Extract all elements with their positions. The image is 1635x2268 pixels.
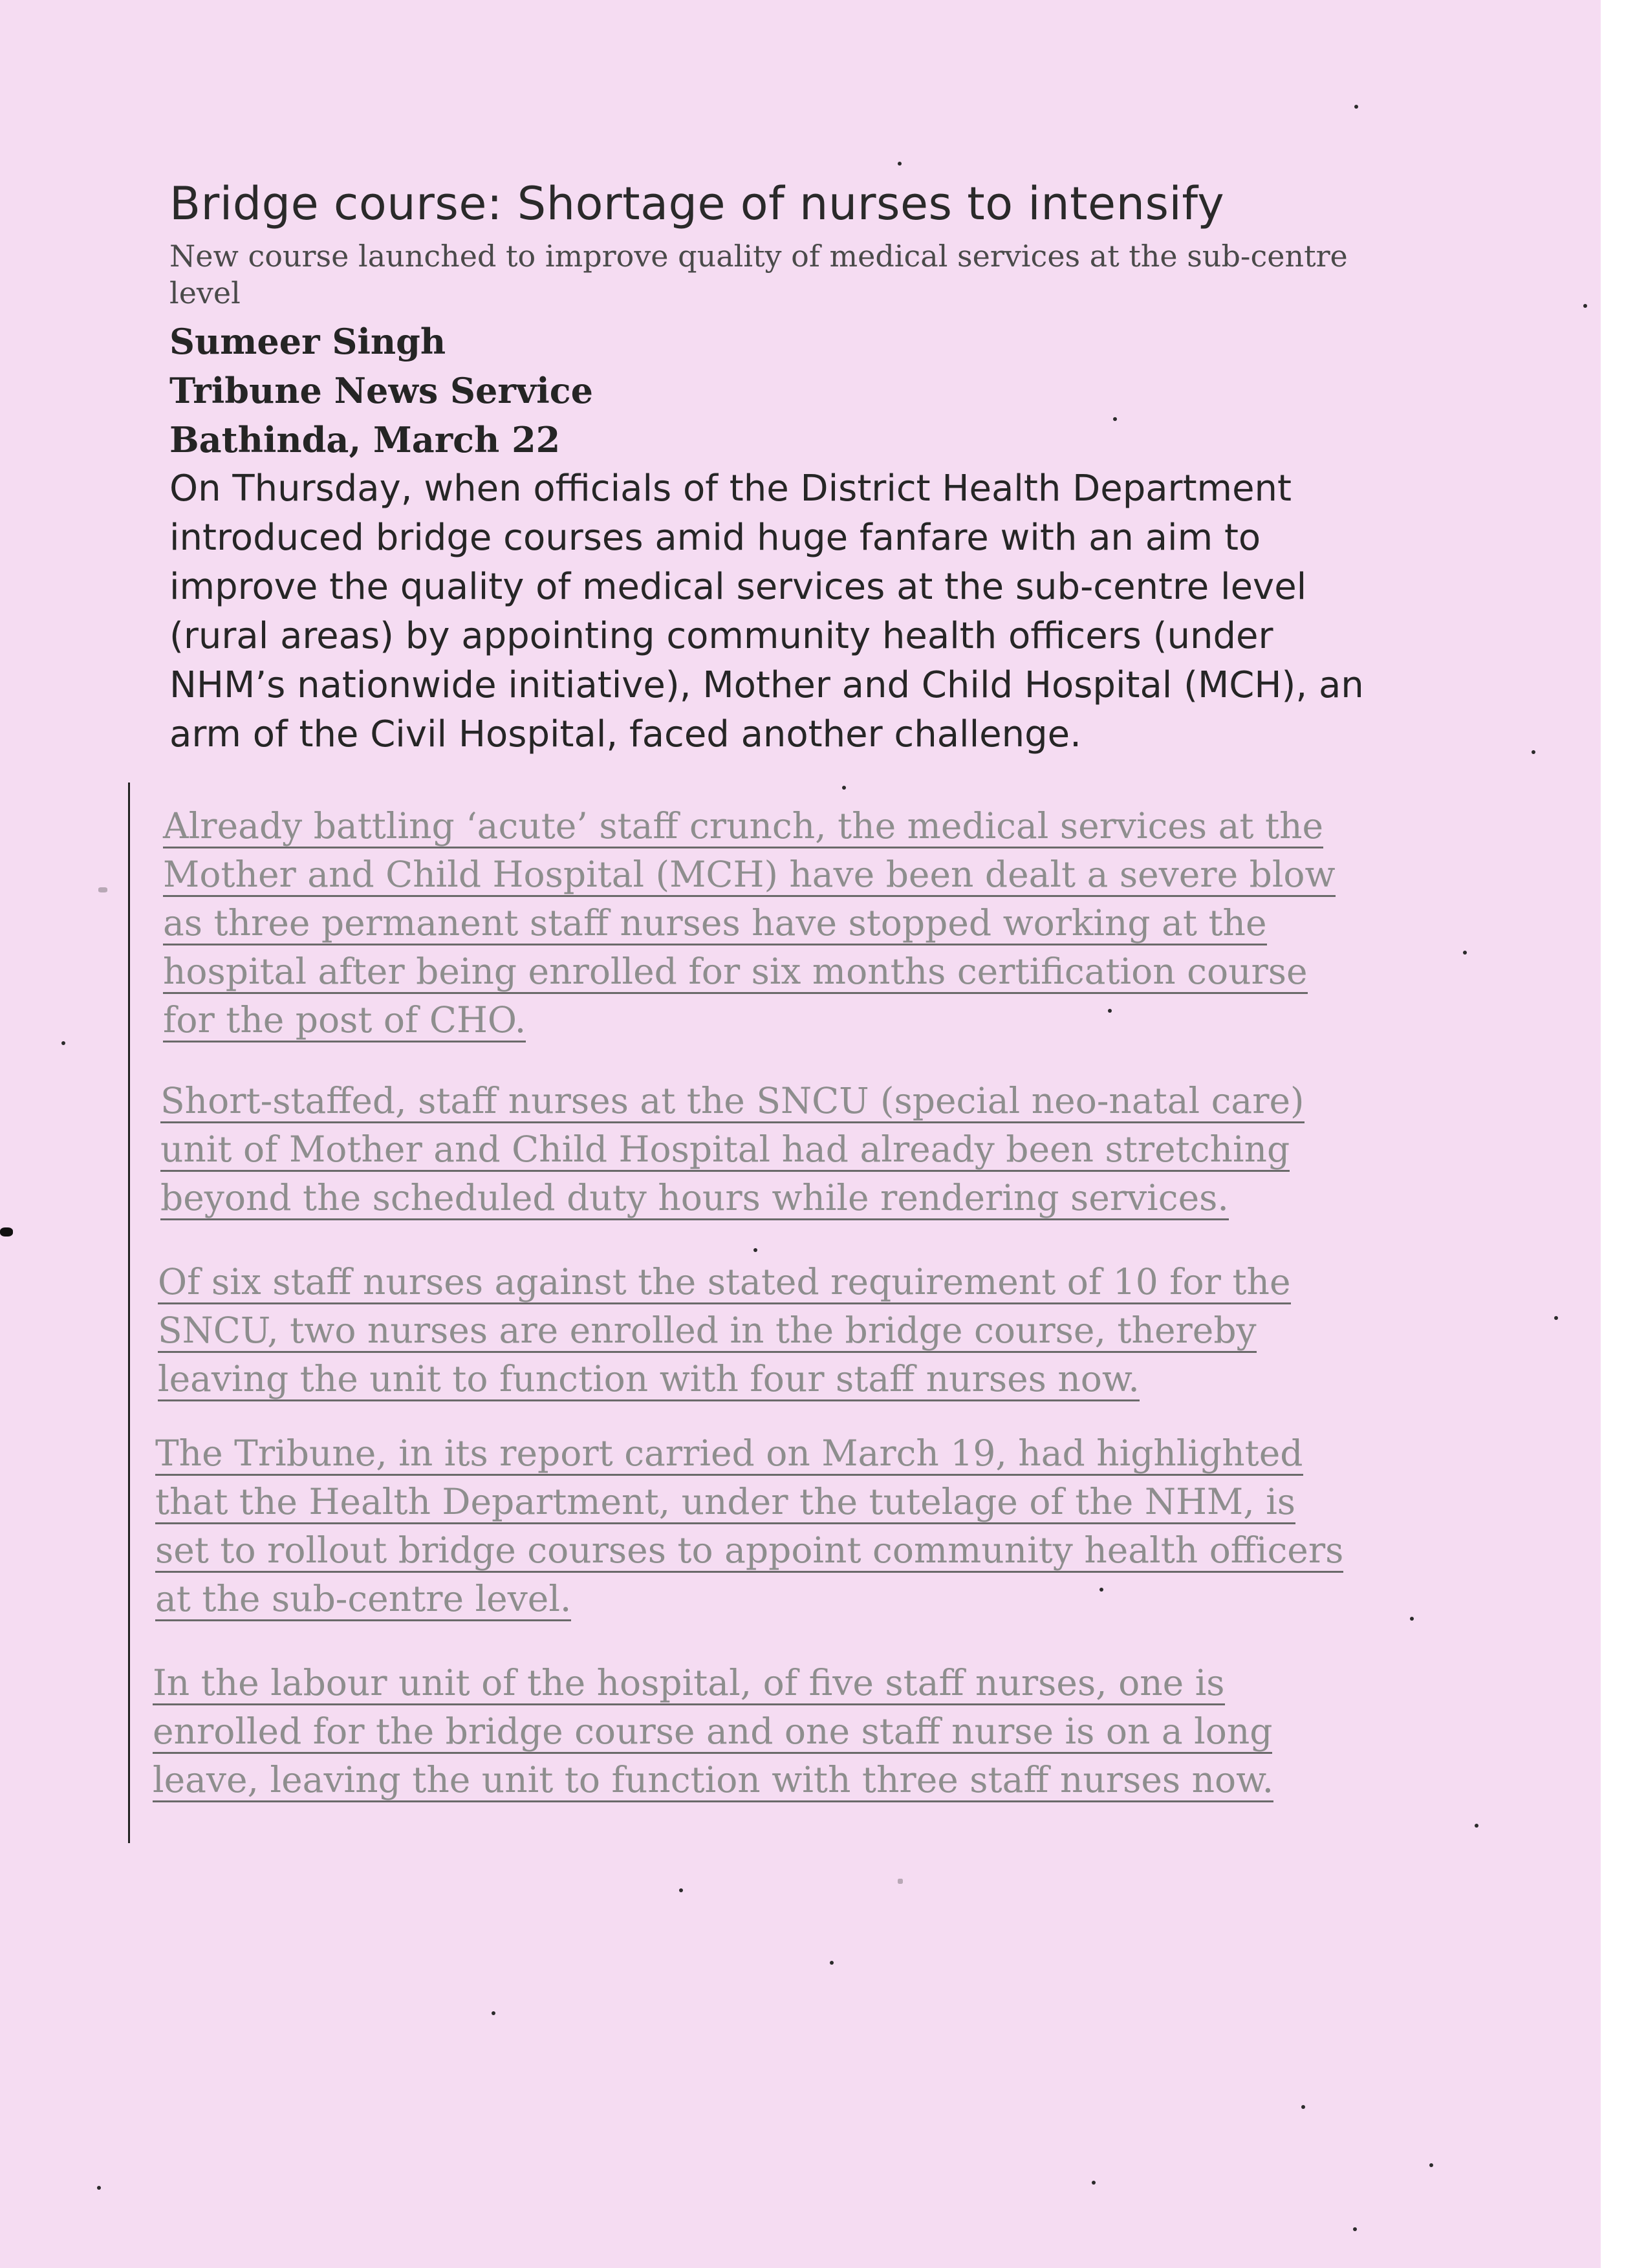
scan-speck [842,786,846,790]
paragraph-line: Mother and Child Hospital (MCH) have been dealt a severe blow [163,850,1336,899]
scan-speck [1463,951,1467,955]
lead-paragraph: On Thursday, when officials of the District Health Department introduced bridge courses amid huge fanfare with an aim to improve the quality of medical services at the sub-centre level (rural areas) by appointing community health officers (under NHM’s nationwide initiative), Mother and Child Hospital (MCH), an arm of the Civil Hospital, faced another challenge. [169,468,1364,755]
underlined-paragraph [163,802,1336,1044]
scan-speck [1583,304,1587,308]
scan-speck [492,2011,495,2015]
paragraph-line: unit of Mother and Child Hospital had already been stretching [160,1125,1305,1174]
scan-speck [898,1879,903,1884]
paragraph-line: beyond the scheduled duty hours while rendering services. [160,1174,1305,1222]
paragraph-line: for the post of CHO. [163,996,1336,1044]
paragraph-line: that the Health Department, under the tutelage of the NHM, is [155,1478,1343,1526]
scan-speck [98,887,107,892]
scan-speck [1410,1617,1414,1621]
scan-speck [0,1227,13,1237]
news-article [169,175,1411,759]
paragraph-line: leaving the unit to function with four staff nurses now. [158,1355,1291,1403]
scan-speck [1554,1316,1558,1320]
scan-speck [1092,2181,1096,2185]
scan-speck [679,1888,683,1892]
subheading: New course launched to improve quality of medical services at the sub-centre level [169,239,1348,310]
underlined-paragraph [158,1258,1291,1403]
scan-speck [753,1248,757,1252]
scan-speck [1429,2163,1433,2167]
scan-margin [1601,0,1635,2268]
paragraph-line: The Tribune, in its report carried on March 19, had highlighted [155,1429,1343,1478]
scan-speck [97,2186,101,2190]
paragraph-line: Short-staffed, staff nurses at the SNCU (special neo-natal care) [160,1077,1305,1125]
author-name: Sumeer Singh [169,321,446,362]
scan-speck [898,162,902,166]
underlined-paragraph [153,1659,1273,1804]
paragraph-line: at the sub-centre level. [155,1575,1343,1623]
paragraph-line: enrolled for the bridge course and one staff nurse is on a long [153,1707,1273,1756]
scan-speck [1532,750,1535,754]
underlined-paragraph [155,1429,1343,1623]
paragraph-line: leave, leaving the unit to function with three staff nurses now. [153,1756,1273,1804]
news-agency: Tribune News Service [169,370,593,411]
paragraph-line: set to rollout bridge courses to appoint community health officers [155,1526,1343,1575]
scan-speck [1301,2105,1305,2109]
scan-speck [830,1961,834,1965]
paragraph-line: as three permanent staff nurses have stopped working at the [163,899,1336,947]
byline [169,317,1411,464]
scan-speck [1475,1824,1478,1828]
paragraph-line: In the labour unit of the hospital, of five staff nurses, one is [153,1659,1273,1707]
scan-speck [1353,2227,1357,2231]
headline: Bridge course: Shortage of nurses to intensify [169,177,1225,230]
margin-line [128,783,130,1843]
scan-speck [1354,105,1358,109]
paragraph-line: hospital after being enrolled for six months certification course [163,947,1336,996]
paragraph-line: Already battling ‘acute’ staff crunch, the medical services at the [163,802,1336,850]
dateline: Bathinda, March 22 [169,419,561,460]
scan-speck [61,1041,65,1045]
paragraph-line: SNCU, two nurses are enrolled in the bridge course, thereby [158,1306,1291,1355]
paragraph-line: Of six staff nurses against the stated requirement of 10 for the [158,1258,1291,1306]
underlined-paragraph [160,1077,1305,1222]
